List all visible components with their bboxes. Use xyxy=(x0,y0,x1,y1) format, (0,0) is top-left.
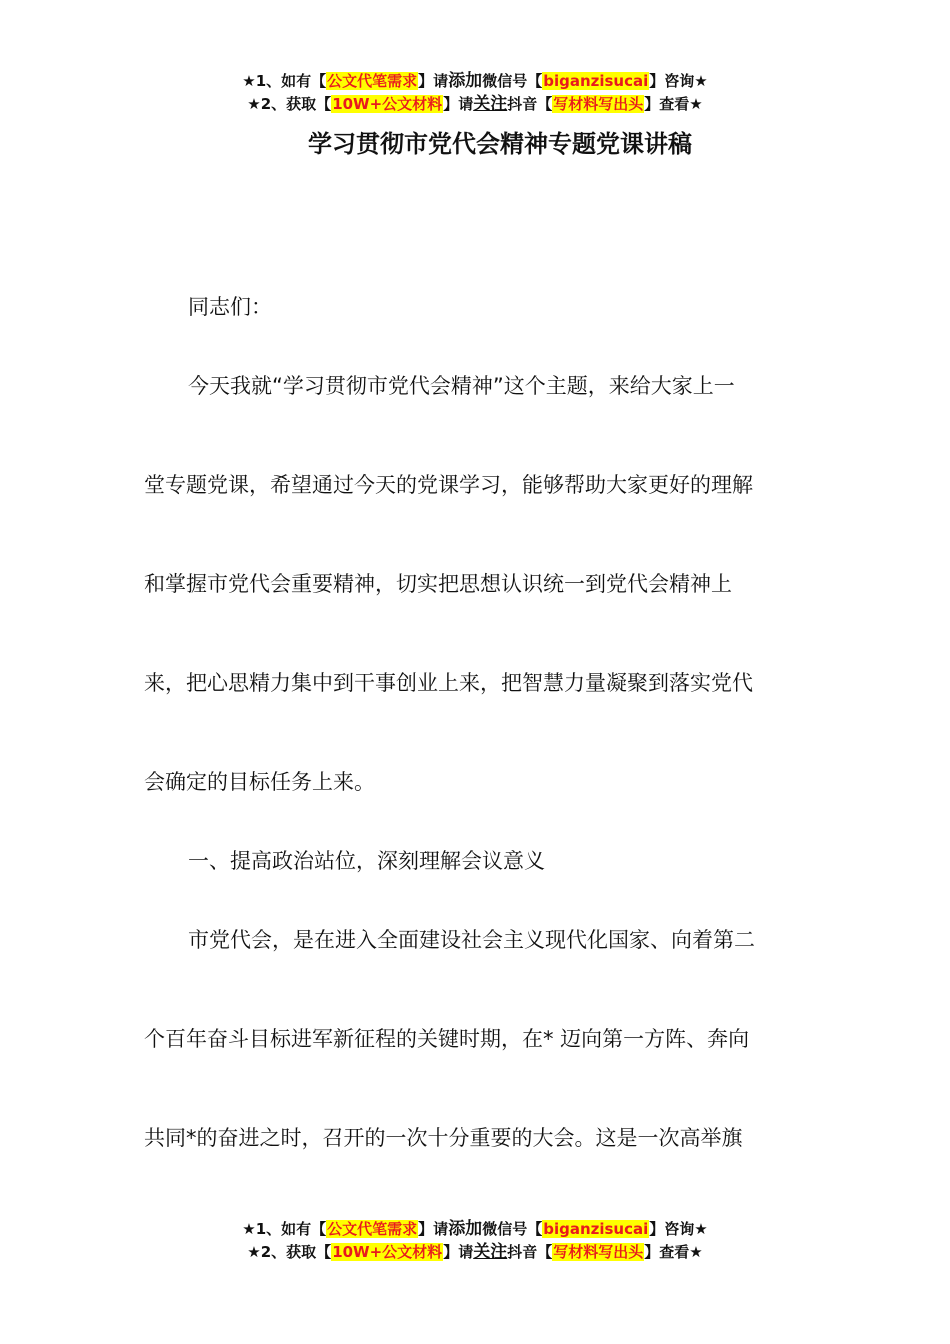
paragraph-line: 会确定的目标任务上来。 xyxy=(144,770,375,794)
banner-text: ★2、获取【 xyxy=(247,95,332,113)
banner-emphasis: 关注 xyxy=(473,94,508,114)
banner-text: ★1、如有【 xyxy=(242,72,327,90)
banner-text: 】咨询★ xyxy=(649,1220,708,1238)
footer-banner xyxy=(0,1218,950,1264)
paragraph-line: 和掌握市党代会重要精神，切实把思想认识统一到党代会精神上 xyxy=(144,572,732,596)
section-heading-1: 一、提高政治站位，深刻理解会议意义 xyxy=(188,849,545,873)
paragraph-line: 共同*的奋进之时，召开的一次十分重要的大会。这是一次高举旗 xyxy=(144,1126,743,1150)
greeting-paragraph xyxy=(144,288,804,327)
header-banner xyxy=(0,70,950,116)
paragraph-intro xyxy=(144,367,804,802)
highlight-service: 公文代笔需求 xyxy=(327,1220,418,1238)
banner-text: 】咨询★ xyxy=(649,72,708,90)
banner-text: 】请 xyxy=(418,72,449,90)
paragraph-section-1 xyxy=(144,921,804,1158)
highlight-service: 公文代笔需求 xyxy=(327,72,418,90)
highlight-wechat-id: biganzisucai xyxy=(543,72,649,90)
paragraph-line: 个百年奋斗目标进军新征程的关键时期，在* 迈向第一方阵、奔向 xyxy=(144,1027,750,1051)
banner-emphasis: 关注 xyxy=(473,1242,508,1262)
highlight-materials: 10W+公文材料 xyxy=(332,95,443,113)
banner-line-1 xyxy=(0,1218,950,1241)
banner-text: ★1、如有【 xyxy=(242,1220,327,1238)
paragraph-line: 市党代会，是在进入全面建设社会主义现代化国家、向着第二 xyxy=(188,928,755,952)
highlight-douyin-id: 写材料写出头 xyxy=(553,95,644,113)
banner-text: 】请 xyxy=(443,1243,474,1261)
section-heading-paragraph xyxy=(144,842,804,881)
paragraph-line: 来，把心思精力集中到干事创业上来，把智慧力量凝聚到落实党代 xyxy=(144,671,753,695)
highlight-materials: 10W+公文材料 xyxy=(332,1243,443,1261)
document-title: 学习贯彻市党代会精神专题党课讲稿 xyxy=(308,130,692,158)
banner-text: 】请 xyxy=(418,1220,449,1238)
highlight-douyin-id: 写材料写出头 xyxy=(553,1243,644,1261)
banner-text: 抖音【 xyxy=(507,1243,553,1261)
banner-text: ★2、获取【 xyxy=(247,1243,332,1261)
banner-emphasis: 添加 xyxy=(448,1219,483,1239)
paragraph-line: 堂专题党课，希望通过今天的党课学习，能够帮助大家更好的理解 xyxy=(144,473,753,497)
banner-text: 微信号【 xyxy=(482,1220,543,1238)
banner-text: 】请 xyxy=(443,95,474,113)
greeting: 同志们： xyxy=(188,295,272,319)
banner-text: 微信号【 xyxy=(482,72,543,90)
banner-emphasis: 添加 xyxy=(448,71,483,91)
banner-text: 】查看★ xyxy=(644,95,703,113)
banner-text: 抖音【 xyxy=(507,95,553,113)
banner-line-2 xyxy=(0,93,950,116)
banner-line-2 xyxy=(0,1241,950,1264)
paragraph-line: 今天我就“学习贯彻市党代会精神”这个主题，来给大家上一 xyxy=(188,374,735,398)
banner-line-1 xyxy=(0,70,950,93)
document-body xyxy=(144,288,804,1218)
banner-text: 】查看★ xyxy=(644,1243,703,1261)
highlight-wechat-id: biganzisucai xyxy=(543,1220,649,1238)
